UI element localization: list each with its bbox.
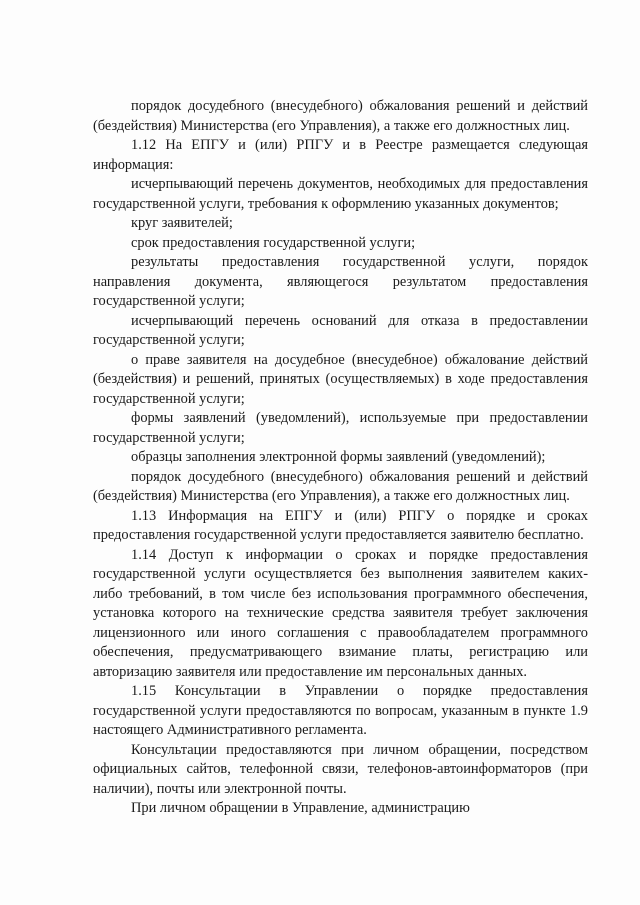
paragraph: порядок досудебного (внесудебного) обжалования решений и действий (бездействия) Министерства (его Управления), а также его должностных лиц. [93, 98, 588, 134]
paragraph-clause-1-14: 1.14 Доступ к информации о сроках и порядке предоставления государственной услуги осуществляется без выполнения заявителем каких-либо требований, в том числе без использования программного обеспечения, установка которого на технические средства заявителя требует заключения лицензионного или иного соглашения с правообладателем программного обеспечения, предусматривающего взимание платы, регистрацию или авторизацию заявителя или предоставление им персональных данных. [93, 546, 588, 680]
list-item: круг заявителей; [131, 215, 233, 231]
list-item: порядок досудебного (внесудебного) обжалования решений и действий (бездействия) Министерства (его Управления), а также его должностных лиц. [93, 468, 588, 504]
paragraph-clause-1-15: 1.15 Консультации в Управлении о порядке предоставления государственной услуги предоставляются по вопросам, указанным в пункте 1.9 настоящего Административного регламента. [93, 683, 588, 738]
list-item: исчерпывающий перечень документов, необходимых для предоставления государственной услуги, требования к оформлению указанных документов; [93, 176, 588, 212]
paragraph-clause-1-13: 1.13 Информация на ЕПГУ и (или) РПГУ о порядке и сроках предоставления государственной услуги предоставляется заявителю бесплатно. [93, 507, 588, 543]
list-item: результаты предоставления государственной услуги, порядок направления документа, являющегося результатом предоставления государственной услуги; [93, 254, 588, 309]
list-item: исчерпывающий перечень оснований для отказа в предоставлении государственной услуги; [93, 312, 588, 348]
paragraph: При личном обращении в Управление, администрацию [131, 800, 470, 816]
document-body [93, 97, 588, 819]
paragraph-clause-1-12: 1.12 На ЕПГУ и (или) РПГУ и в Реестре размещается следующая информация: [93, 137, 588, 173]
list-item: о праве заявителя на досудебное (внесудебное) обжалование действий (бездействия) и решений, принятых (осуществляемых) в ходе предоставления государственной услуги; [93, 351, 588, 407]
list-item: срок предоставления государственной услуги; [131, 234, 416, 251]
list-item: образцы заполнения электронной формы заявлений (уведомлений); [131, 449, 546, 465]
paragraph: Консультации предоставляются при личном обращении, посредством официальных сайтов, телефонной связи, телефонов-автоинформаторов (при наличии), почты или электронной почты. [93, 741, 588, 797]
list-item: формы заявлений (уведомлений), используемые при предоставлении государственной услуги; [93, 410, 588, 446]
